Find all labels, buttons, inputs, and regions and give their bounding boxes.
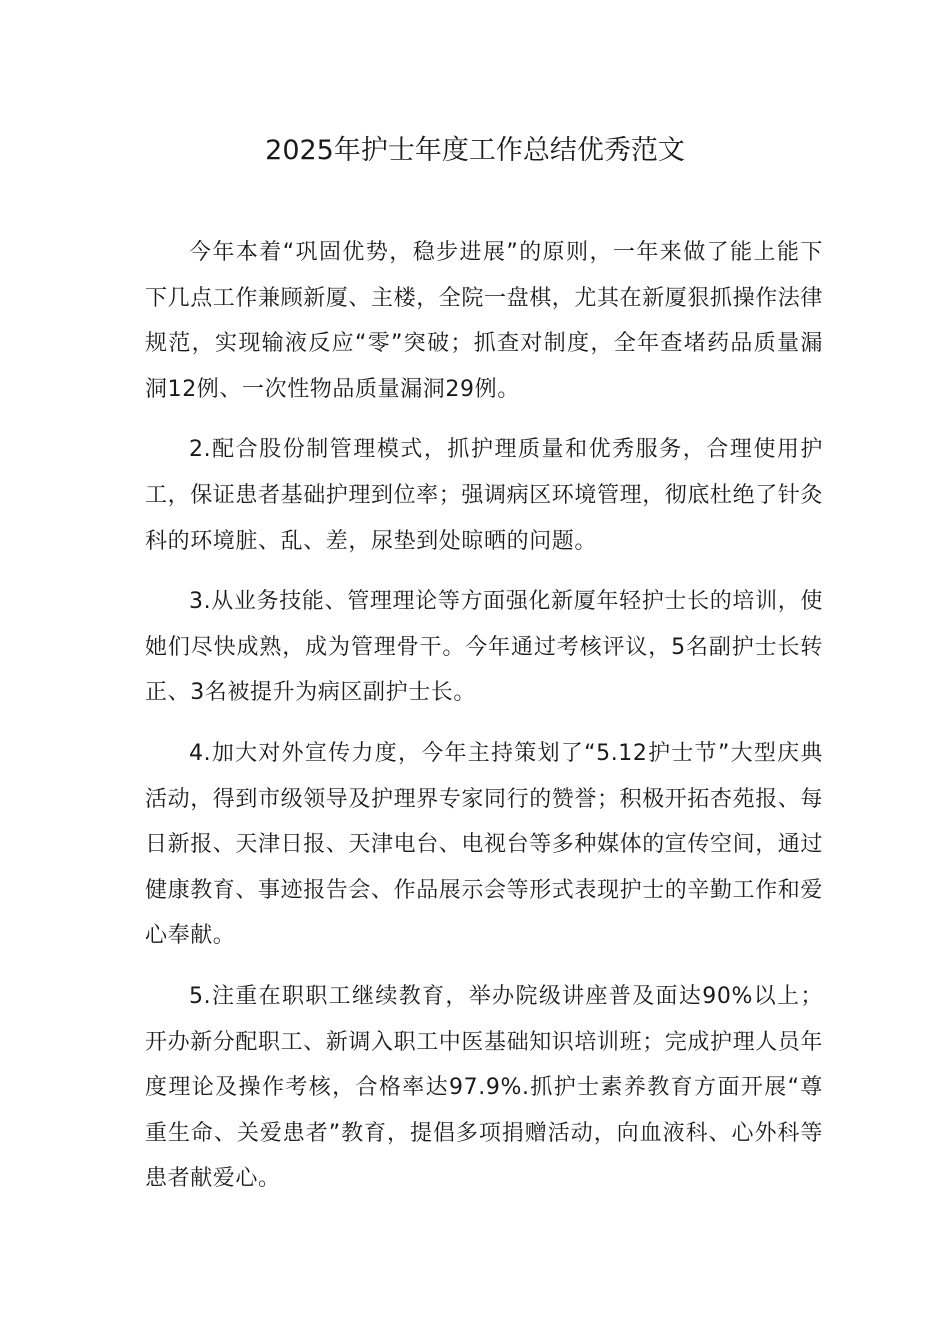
- paragraph-3: 3.从业务技能、管理理论等方面强化新厦年轻护士长的培训，使她们尽快成熟，成为管理骨干。今年通过考核评议，5名副护士长转正、3名被提升为病区副护士长。: [145, 589, 823, 706]
- document-body: [145, 230, 823, 1202]
- paragraph-5: 5.注重在职职工继续教育，举办院级讲座普及面达90%以上；开办新分配职工、新调入职工中医基础知识培训班；完成护理人员年度理论及操作考核，合格率达97.9%.抓护士素养教育方面开展“尊重生命、关爱患者”教育，提倡多项捐赠活动，向血液科、心外科等患者献爱心。: [145, 983, 824, 1192]
- paragraph-2: 2.配合股份制管理模式，抓护理质量和优秀服务，合理使用护工，保证患者基础护理到位率；强调病区环境管理，彻底杜绝了针灸科的环境脏、乱、差，尿垫到处晾晒的问题。: [145, 437, 824, 554]
- paragraph-intro: 今年本着“巩固优势，稳步进展”的原则，一年来做了能上能下下几点工作兼顾新厦、主楼，全院一盘棋，尤其在新厦狠抓操作法律规范，实现输液反应“零”突破；抓查对制度，全年查堵药品质量漏洞12例、一次性物品质量漏洞29例。: [145, 240, 824, 402]
- document-title: 2025年护士年度工作总结优秀范文: [265, 135, 685, 166]
- paragraph-4: 4.加大对外宣传力度，今年主持策划了“5.12护士节”大型庆典活动，得到市级领导及护理界专家同行的赞誉；积极开拓杏苑报、每日新报、天津日报、天津电台、电视台等多种媒体的宣传空间，通过健康教育、事迹报告会、作品展示会等形式表现护士的辛勤工作和爱心奉献。: [145, 740, 824, 949]
